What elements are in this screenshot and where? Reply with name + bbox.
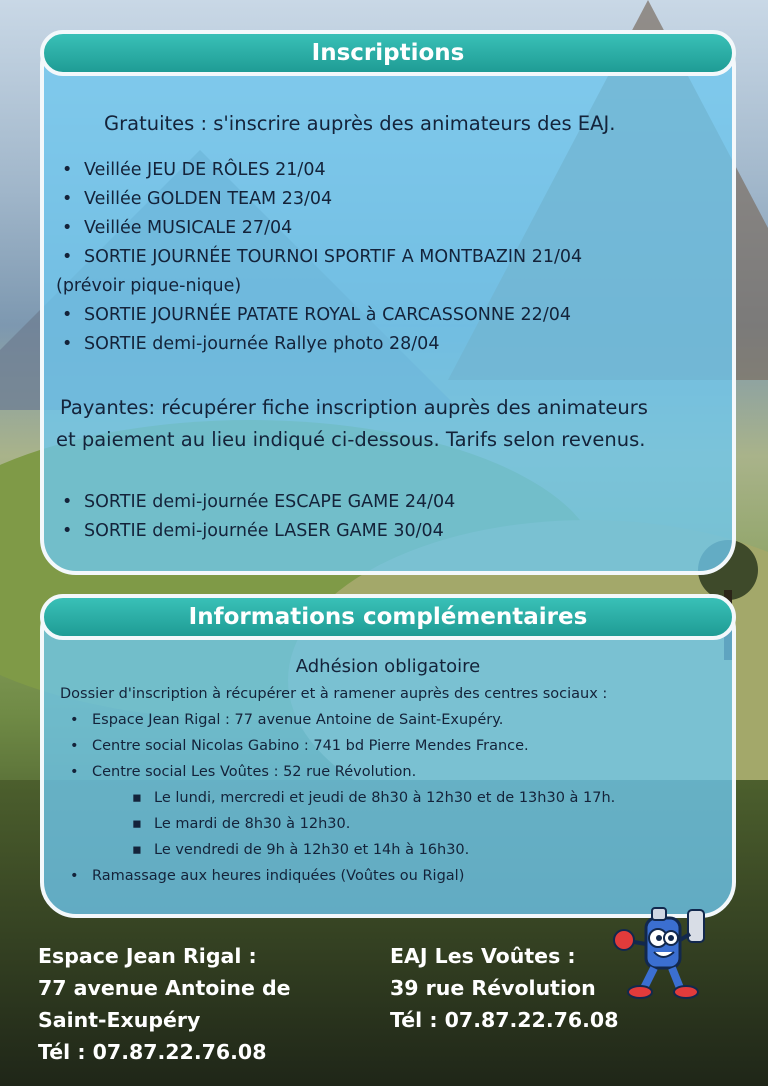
- hours-item: ▪ Le lundi, mercredi et jeudi de 8h30 à 12h30 et de 13h30 à 17h.: [132, 790, 616, 806]
- free-item: • Veillée MUSICALE 27/04: [62, 218, 292, 238]
- infos-subtitle: Adhésion obligatoire: [295, 656, 481, 677]
- paid-intro: Payantes: récupérer fiche inscription auprès des animateurs: [60, 396, 648, 419]
- infos-panel: [40, 594, 736, 918]
- free-item: • Veillée GOLDEN TEAM 23/04: [62, 189, 332, 209]
- footer-line: EAJ Les Voûtes :: [390, 944, 576, 968]
- footer-address-rigal: [38, 940, 291, 1068]
- centre-item: • Espace Jean Rigal : 77 avenue Antoine de Saint-Exupéry.: [70, 712, 503, 728]
- footer-line: 77 avenue Antoine de: [38, 976, 291, 1000]
- free-item: • SORTIE JOURNÉE PATATE ROYAL à CARCASSONNE 22/04: [62, 305, 571, 325]
- hours-item: ▪ Le vendredi de 9h à 12h30 et 14h à 16h30.: [132, 842, 470, 858]
- hours-item: ▪ Le mardi de 8h30 à 12h30.: [132, 816, 351, 832]
- paid-intro: et paiement au lieu indiqué ci-dessous. Tarifs selon revenus.: [56, 428, 646, 451]
- paid-item: • SORTIE demi-journée ESCAPE GAME 24/04: [62, 492, 455, 512]
- free-item-note: (prévoir pique-nique): [56, 276, 242, 296]
- free-intro: Gratuites : s'inscrire auprès des animateurs des EAJ.: [104, 112, 616, 135]
- infos-title: Informations complémentaires: [40, 594, 736, 640]
- footer-phone: Tél : 07.87.22.76.08: [390, 1008, 619, 1032]
- footer-line: 39 rue Révolution: [390, 976, 596, 1000]
- footer-line: Saint-Exupéry: [38, 1008, 201, 1032]
- hours-text: Le mardi de 8h30 à 12h30.: [154, 816, 351, 832]
- centre-item: • Centre social Les Voûtes : 52 rue Révolution.: [70, 764, 416, 780]
- infos-intro: Dossier d'inscription à récupérer et à ramener auprès des centres sociaux :: [60, 686, 608, 702]
- centre-item: • Centre social Nicolas Gabino : 741 bd Pierre Mendes France.: [70, 738, 529, 754]
- inscriptions-panel: [40, 30, 736, 575]
- paid-item: • SORTIE demi-journée LASER GAME 30/04: [62, 521, 444, 541]
- footer-address-voutes: [390, 940, 618, 1036]
- free-item: • SORTIE demi-journée Rallye photo 28/04: [62, 334, 439, 354]
- spray-can-mascot-icon: [606, 900, 714, 1000]
- footer-line: Espace Jean Rigal :: [38, 944, 257, 968]
- free-item: • Veillée JEU DE RÔLES 21/04: [62, 160, 326, 180]
- free-item: • SORTIE JOURNÉE TOURNOI SPORTIF A MONTBAZIN 21/04: [62, 247, 582, 267]
- hours-text: Le vendredi de 9h à 12h30 et 14h à 16h30.: [154, 842, 470, 858]
- footer-phone: Tél : 07.87.22.76.08: [38, 1040, 267, 1064]
- pickup-item: • Ramassage aux heures indiquées (Voûtes ou Rigal): [70, 868, 464, 884]
- hours-text: Le lundi, mercredi et jeudi de 8h30 à 12h30 et de 13h30 à 17h.: [154, 790, 616, 806]
- inscriptions-title: Inscriptions: [40, 30, 736, 76]
